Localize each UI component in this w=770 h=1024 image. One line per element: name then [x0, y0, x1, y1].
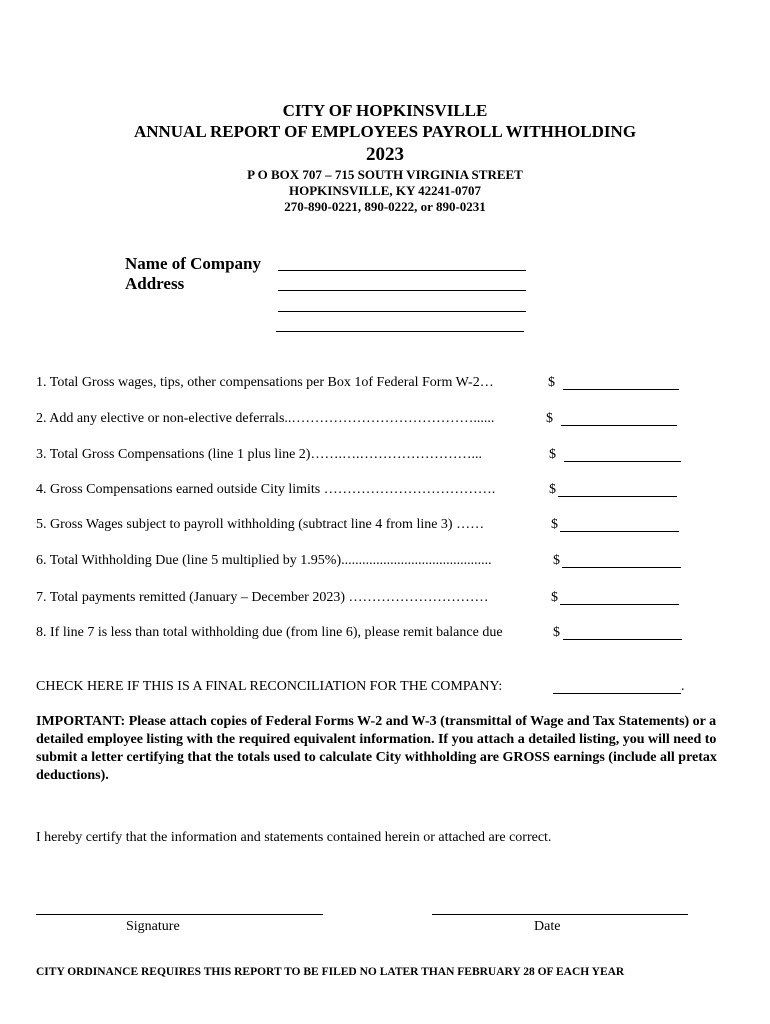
line-7-field[interactable]	[560, 604, 679, 605]
final-reconciliation-period: .	[681, 679, 685, 694]
company-address-field-3[interactable]	[276, 331, 524, 332]
company-address-field-1[interactable]	[278, 290, 526, 291]
address-line-1: P O BOX 707 – 715 SOUTH VIRGINIA STREET	[247, 167, 523, 182]
line-5-text: 5. Gross Wages subject to payroll withholding (subtract line 4 from line 3) ……	[36, 517, 485, 532]
line-1-field[interactable]	[563, 389, 679, 390]
city-name: CITY OF HOPKINSVILLE	[282, 101, 488, 120]
line-7-text: 7. Total payments remitted (January – December 2023) …………………………	[36, 590, 489, 605]
signature-line[interactable]	[36, 914, 323, 915]
phone-numbers: 270-890-0221, 890-0222, or 890-0231	[284, 199, 486, 214]
company-address-field-2[interactable]	[278, 311, 526, 312]
final-reconciliation-field[interactable]	[553, 693, 681, 694]
company-name-label: Name of Company	[125, 254, 261, 273]
ordinance-footer: CITY ORDINANCE REQUIRES THIS REPORT TO BE FILED NO LATER THAN FEBRUARY 28 OF EACH YEAR	[36, 966, 625, 978]
line-1-dollar: $	[548, 375, 555, 390]
line-5-field[interactable]	[560, 531, 679, 532]
line-8-text: 8. If line 7 is less than total withholding due (from line 6), please remit balance due	[36, 625, 503, 640]
line-1-text: 1. Total Gross wages, tips, other compensations per Box 1of Federal Form W-2…	[36, 375, 494, 390]
line-7-dollar: $	[551, 590, 558, 605]
certification-statement: I hereby certify that the information and statements contained herein or attached are correct.	[36, 830, 552, 845]
line-2-text: 2. Add any elective or non-elective deferrals..…………………………………......	[36, 411, 495, 426]
report-title: ANNUAL REPORT OF EMPLOYEES PAYROLL WITHHOLDING	[133, 122, 637, 141]
date-line[interactable]	[432, 914, 688, 915]
date-label: Date	[534, 919, 561, 934]
line-3-field[interactable]	[564, 461, 681, 462]
line-2-field[interactable]	[561, 425, 677, 426]
address-line-2: HOPKINSVILLE, KY 42241-0707	[288, 183, 481, 198]
line-4-text: 4. Gross Compensations earned outside City limits ……………………………….	[36, 482, 496, 497]
line-5-dollar: $	[551, 517, 558, 532]
final-reconciliation-label: CHECK HERE IF THIS IS A FINAL RECONCILIATION FOR THE COMPANY:	[36, 679, 503, 694]
line-6-field[interactable]	[562, 567, 681, 568]
line-2-dollar: $	[546, 411, 553, 426]
signature-label: Signature	[126, 919, 180, 934]
important-notice: IMPORTANT: Please attach copies of Federal Forms W-2 and W-3 (transmittal of Wage and Tax Statements) or a detailed employee listing with the required equivalent information. If you attach a detailed listing, you will need to submit a letter certifying that the totals used to calculate City withholding are GROSS earnings (include all pretax deductions).	[36, 714, 717, 783]
line-6-dollar: $	[553, 553, 560, 568]
report-year: 2023	[366, 144, 404, 165]
line-4-dollar: $	[549, 482, 556, 497]
line-4-field[interactable]	[558, 496, 677, 497]
line-8-field[interactable]	[563, 639, 682, 640]
company-name-field[interactable]	[278, 270, 526, 271]
company-address-label: Address	[125, 274, 185, 293]
line-8-dollar: $	[553, 625, 560, 640]
line-3-dollar: $	[549, 447, 556, 462]
line-3-text: 3. Total Gross Compensations (line 1 plus line 2)…….….……………………...	[36, 447, 482, 462]
line-6-text: 6. Total Withholding Due (line 5 multiplied by 1.95%)...........................................	[36, 553, 492, 568]
